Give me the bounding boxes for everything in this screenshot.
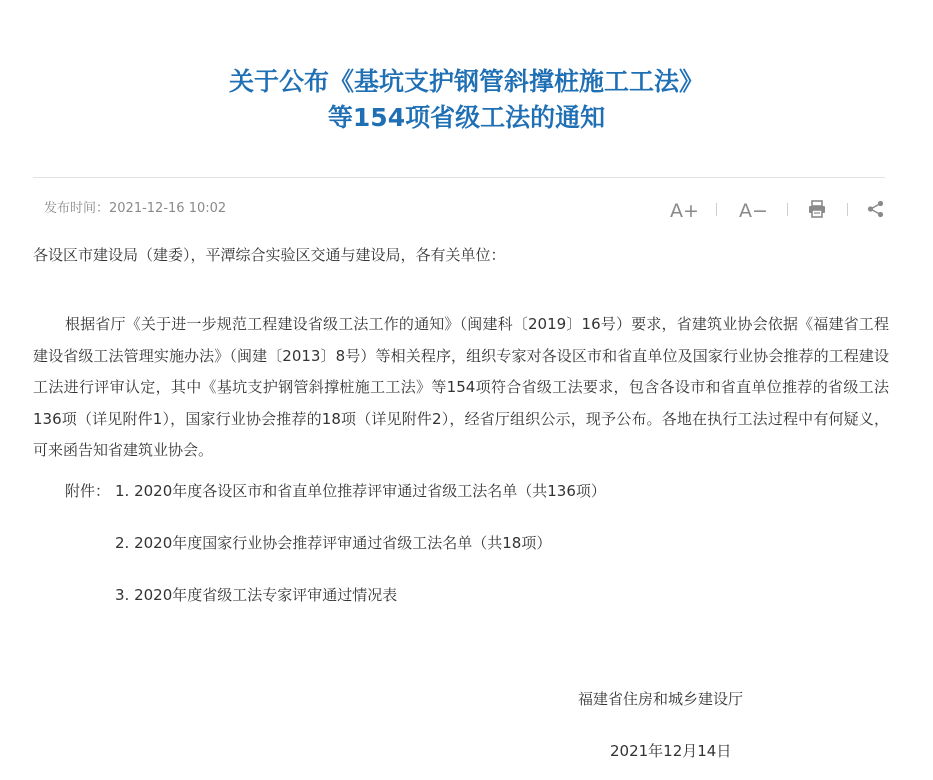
share-icon: [867, 200, 885, 222]
article-title-line-1: 关于公布《基坑支护钢管斜撑桩施工工法》: [228, 67, 704, 96]
article-title: [0, 64, 933, 136]
attachment-item-3[interactable]: 3. 2020年度省级工法专家评审通过情况表: [115, 586, 398, 604]
printer-icon: [808, 200, 826, 222]
font-larger-label: A+: [670, 200, 699, 222]
share-button[interactable]: [867, 198, 885, 224]
font-larger-button[interactable]: [670, 198, 699, 224]
font-smaller-button[interactable]: [739, 198, 768, 224]
attachment-item-1[interactable]: 1. 2020年度各设区市和省直单位推荐评审通过省级工法名单（共136项）: [115, 482, 606, 500]
title-divider: [33, 177, 885, 178]
body-paragraph: 根据省厅《关于进一步规范工程建设省级工法工作的通知》（闽建科〔2019〕16号）要求，省建筑业协会依据《福建省工程建设省级工法管理实施办法》（闽建〔2013〕8号）等相关程序，组织专家对各设区市和省直单位及国家行业协会推荐的工程建设工法进行评审认定，其中《基坑支护钢管斜撑桩施工工法》等154项符合省级工法要求，包含各设市和省直单位推荐的省级工法136项（详见附件1），国家行业协会推荐的18项（详见附件2），经省厅组织公示，现予公布。各地在执行工法过程中有何疑义，可来函告知省建筑业协会。: [33, 315, 889, 460]
font-smaller-label: A−: [739, 200, 768, 222]
attachments-label: 附件：: [65, 482, 111, 500]
publish-time: 2021-12-16 10:02: [109, 201, 227, 216]
signature-organization: 福建省住房和城乡建设厅: [578, 690, 744, 708]
publish-label: 发布时间：: [44, 201, 110, 216]
greeting-line: 各设区市建设局（建委），平潭综合实验区交通与建设局，各有关单位：: [33, 246, 506, 264]
toolbar-separator: [716, 203, 717, 216]
article-title-line-2: 等154项省级工法的通知: [327, 103, 606, 132]
toolbar-separator: [847, 203, 848, 216]
publish-info: [44, 197, 226, 216]
print-button[interactable]: [808, 198, 826, 224]
signature-date: 2021年12月14日: [610, 742, 732, 760]
toolbar-separator: [787, 203, 788, 216]
attachment-item-2[interactable]: 2. 2020年度国家行业协会推荐评审通过省级工法名单（共18项）: [115, 534, 552, 552]
